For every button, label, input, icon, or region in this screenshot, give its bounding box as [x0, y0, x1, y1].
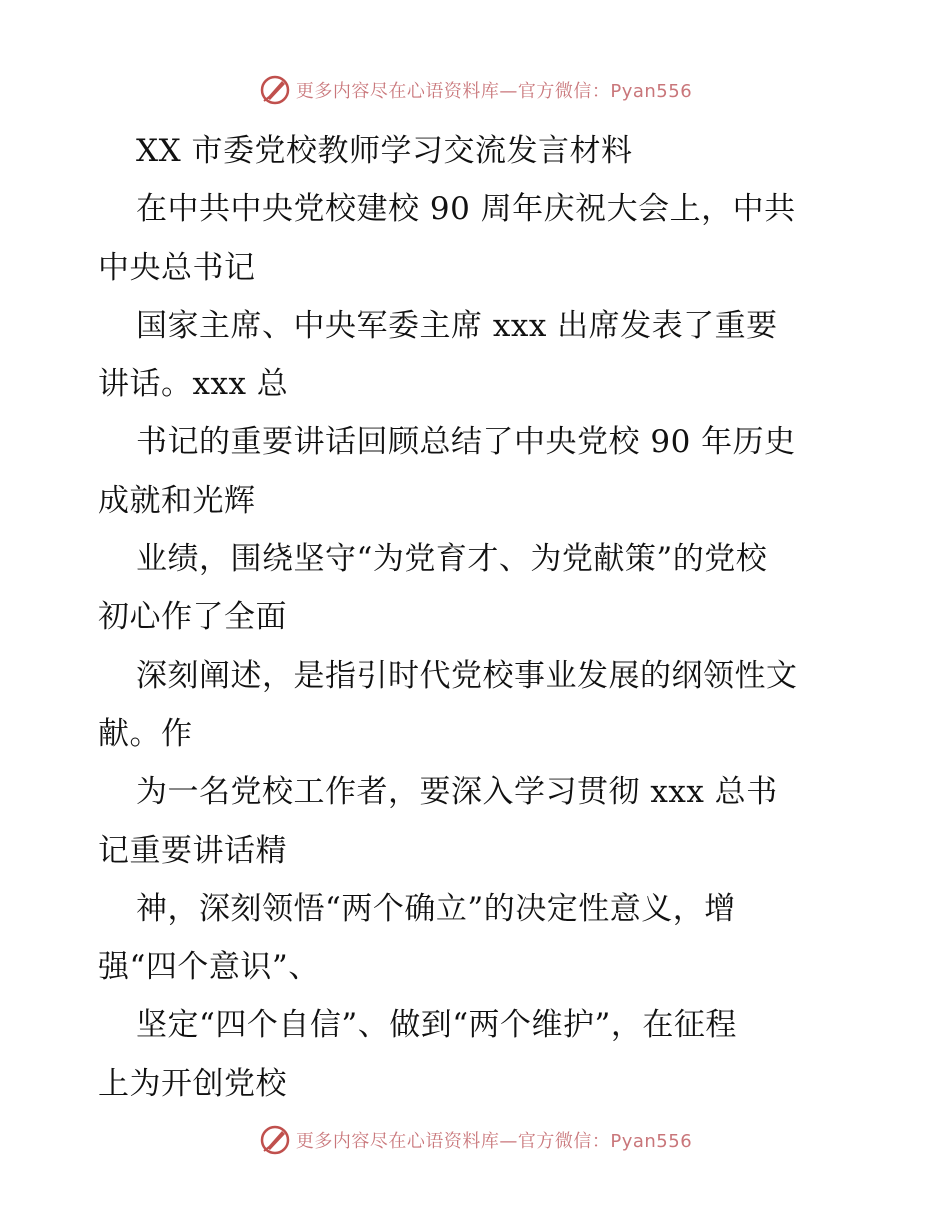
- document-title: XX 市委党校教师学习交流发言材料: [136, 133, 633, 169]
- header-watermark-text: 更多内容尽在心语资料库—官方微信：Pyan556: [295, 81, 693, 102]
- paragraph-line: 讲话。xxx 总: [98, 366, 289, 403]
- document-body: [98, 122, 853, 1113]
- paragraph-line: 成就和光辉: [98, 482, 256, 519]
- footer-watermark-text: 更多内容尽在心语资料库—官方微信：Pyan556: [295, 1131, 693, 1152]
- paragraph-line: 书记的重要讲话回顾总结了中央党校 90 年历史: [136, 424, 796, 461]
- quill-pen-logo-icon: [258, 73, 292, 107]
- quill-pen-logo-icon: [258, 1123, 292, 1157]
- paragraph-line: 中央总书记: [98, 249, 256, 286]
- paragraph-line: 上为开创党校: [98, 1065, 287, 1102]
- paragraph-line: 记重要讲话精: [98, 832, 287, 869]
- paragraph-line: 初心作了全面: [98, 599, 287, 636]
- paragraph-line: 业绩，围绕坚守“为党育才、为党献策”的党校: [136, 541, 768, 578]
- paragraph-line: 为一名党校工作者，要深入学习贯彻 xxx 总书: [136, 774, 778, 811]
- paragraph-line: 神，深刻领悟“两个确立”的决定性意义，增: [136, 890, 736, 927]
- paragraph-line: 在中共中央党校建校 90 周年庆祝大会上，中共: [136, 191, 796, 228]
- paragraph-line: 国家主席、中央军委主席 xxx 出席发表了重要: [136, 307, 778, 344]
- header-watermark-banner: [0, 70, 950, 110]
- footer-watermark-banner: [0, 1120, 950, 1160]
- paragraph-line: 坚定“四个自信”、做到“两个维护”，在征程: [136, 1007, 737, 1044]
- paragraph-line: 强“四个意识”、: [98, 949, 320, 986]
- paragraph-line: 献。作: [98, 715, 193, 752]
- paragraph-line: 深刻阐述，是指引时代党校事业发展的纲领性文: [136, 657, 798, 694]
